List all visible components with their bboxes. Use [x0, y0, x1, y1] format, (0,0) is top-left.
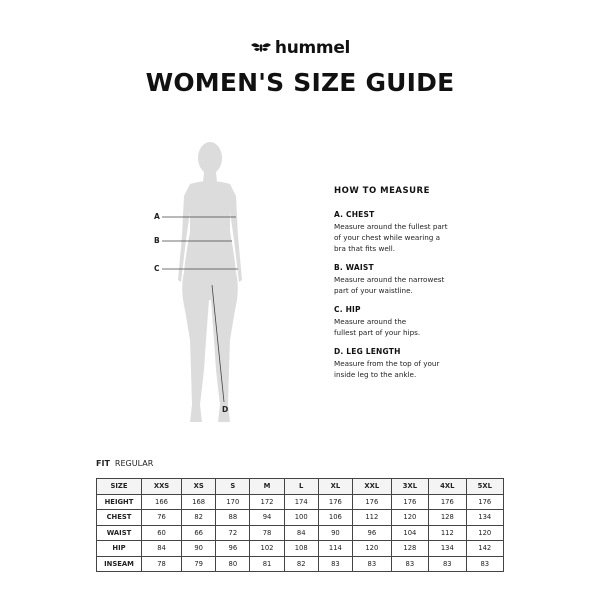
table-row — [97, 541, 504, 557]
brand-logo — [0, 38, 600, 58]
table-cell: 96 — [353, 525, 392, 541]
table-cell: 60 — [142, 525, 182, 541]
marker-c: C — [154, 264, 160, 273]
woman-silhouette-icon — [150, 140, 260, 430]
row-header: CHEST — [97, 510, 142, 526]
column-header: XXL — [353, 479, 392, 495]
table-cell: 78 — [250, 525, 284, 541]
table-cell: 90 — [182, 541, 216, 557]
table-cell: 128 — [429, 510, 466, 526]
table-cell: 88 — [216, 510, 250, 526]
row-header: WAIST — [97, 525, 142, 541]
how-to-measure-heading: HOW TO MEASURE — [334, 186, 430, 196]
table-cell: 80 — [216, 556, 250, 572]
table-cell: 176 — [466, 494, 503, 510]
column-header: XS — [182, 479, 216, 495]
table-cell: 100 — [284, 510, 318, 526]
table-cell: 134 — [429, 541, 466, 557]
table-cell: 83 — [391, 556, 428, 572]
marker-d: D — [222, 405, 229, 414]
column-header: S — [216, 479, 250, 495]
step-text: Measure around the fullest part of your hips. — [334, 317, 421, 337]
table-cell: 83 — [353, 556, 392, 572]
table-cell: 79 — [182, 556, 216, 572]
column-header: M — [250, 479, 284, 495]
table-cell: 166 — [142, 494, 182, 510]
step-hip — [334, 305, 484, 338]
table-row — [97, 510, 504, 526]
table-cell: 108 — [284, 541, 318, 557]
table-cell: 142 — [466, 541, 503, 557]
table-cell: 120 — [466, 525, 503, 541]
marker-b: B — [154, 236, 160, 245]
marker-a: A — [154, 212, 160, 221]
table-cell: 128 — [391, 541, 428, 557]
table-cell: 84 — [142, 541, 182, 557]
table-cell: 83 — [429, 556, 466, 572]
table-cell: 176 — [318, 494, 352, 510]
table-cell: 120 — [353, 541, 392, 557]
table-cell: 82 — [182, 510, 216, 526]
table-cell: 66 — [182, 525, 216, 541]
size-table — [96, 478, 504, 572]
table-cell: 83 — [318, 556, 352, 572]
table-cell: 114 — [318, 541, 352, 557]
table-cell: 168 — [182, 494, 216, 510]
table-cell: 81 — [250, 556, 284, 572]
brand-name: hummel — [274, 38, 351, 58]
page-title: WOMEN'S SIZE GUIDE — [145, 68, 455, 97]
table-cell: 90 — [318, 525, 352, 541]
table-cell: 84 — [284, 525, 318, 541]
fit-info — [96, 459, 153, 468]
table-cell: 78 — [142, 556, 182, 572]
body-figure — [150, 140, 260, 430]
column-header: SIZE — [97, 479, 142, 495]
table-cell: 104 — [391, 525, 428, 541]
table-cell: 82 — [284, 556, 318, 572]
row-header: HEIGHT — [97, 494, 142, 510]
table-cell: 176 — [353, 494, 392, 510]
table-header-row — [97, 479, 504, 495]
row-header: INSEAM — [97, 556, 142, 572]
table-cell: 112 — [429, 525, 466, 541]
step-waist — [334, 263, 484, 296]
table-cell: 106 — [318, 510, 352, 526]
step-title: D. LEG LENGTH — [334, 347, 401, 356]
table-row — [97, 525, 504, 541]
table-cell: 174 — [284, 494, 318, 510]
table-cell: 176 — [429, 494, 466, 510]
step-chest — [334, 210, 484, 254]
fit-value: REGULAR — [114, 459, 154, 468]
how-to-measure — [334, 186, 484, 389]
table-cell: 172 — [250, 494, 284, 510]
table-cell: 170 — [216, 494, 250, 510]
column-header: 3XL — [391, 479, 428, 495]
column-header: L — [284, 479, 318, 495]
column-header: XL — [318, 479, 352, 495]
table-row — [97, 556, 504, 572]
table-cell: 176 — [391, 494, 428, 510]
table-row — [97, 494, 504, 510]
step-leg-length — [334, 347, 484, 380]
table-cell: 102 — [250, 541, 284, 557]
row-header: HIP — [97, 541, 142, 557]
hummel-bee-icon — [250, 41, 272, 55]
step-title: B. WAIST — [334, 263, 374, 272]
step-text: Measure around the fullest part of your chest while wearing a bra that fits well. — [334, 222, 448, 253]
column-header: 5XL — [466, 479, 503, 495]
table-cell: 83 — [466, 556, 503, 572]
step-text: Measure around the narrowest part of your waistline. — [334, 275, 445, 295]
column-header: 4XL — [429, 479, 466, 495]
step-text: Measure from the top of your inside leg to the ankle. — [334, 359, 440, 379]
table-cell: 96 — [216, 541, 250, 557]
fit-label: FIT — [96, 459, 110, 468]
table-cell: 94 — [250, 510, 284, 526]
table-cell: 72 — [216, 525, 250, 541]
table-cell: 112 — [353, 510, 392, 526]
table-cell: 134 — [466, 510, 503, 526]
table-cell: 120 — [391, 510, 428, 526]
column-header: XXS — [142, 479, 182, 495]
step-title: A. CHEST — [334, 210, 375, 219]
step-title: C. HIP — [334, 305, 361, 314]
table-cell: 76 — [142, 510, 182, 526]
